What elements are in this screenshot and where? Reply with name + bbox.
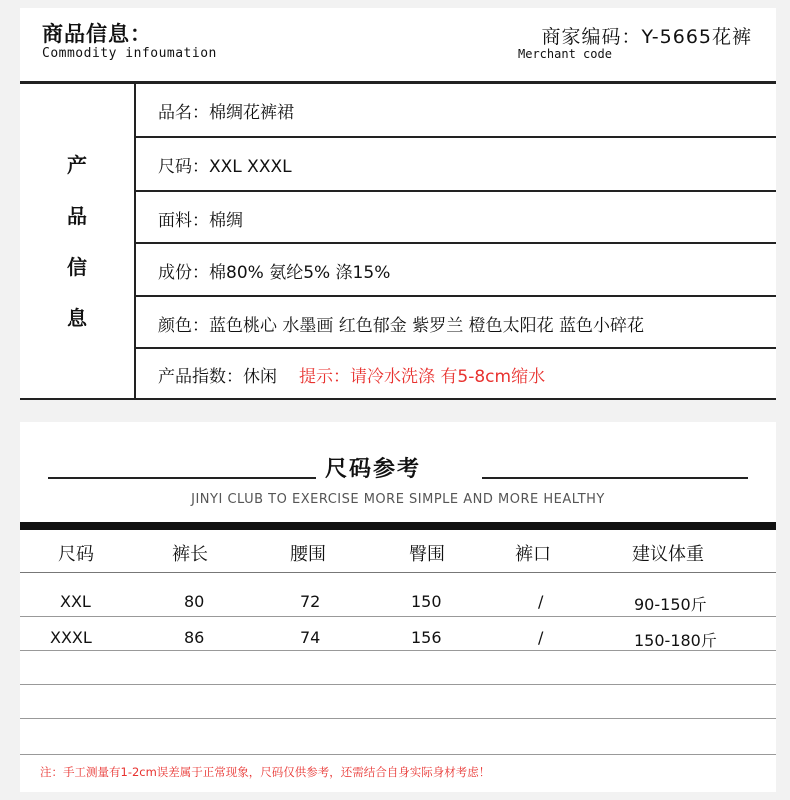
col-header-hem: 裤口 [515, 544, 551, 565]
table-row-line [20, 754, 776, 755]
table-top-bar [20, 522, 776, 530]
info-title: 商品信息： [42, 22, 152, 46]
side-char: 信 [67, 255, 87, 279]
measurement-note: 注：手工测量有1-2cm误差属于正常现象，尺码仅供参考，还需结合自身实际身材考虑！ [40, 765, 491, 779]
side-label [20, 84, 134, 400]
merchant-code-subtitle: Merchant code [518, 47, 612, 61]
col-header-size: 尺码 [58, 544, 94, 565]
side-char: 品 [67, 204, 87, 228]
table-row-line [20, 650, 776, 651]
table-cell: / [538, 592, 544, 611]
table-cell: 86 [184, 628, 205, 647]
table-cell: XXL [60, 592, 91, 611]
merchant-code: 商家编码：Y-5665花裤 [541, 26, 752, 48]
size-chart-card [20, 422, 776, 792]
col-header-length: 裤长 [172, 544, 208, 565]
col-header-weight: 建议体重 [632, 544, 704, 565]
title-rule-right [482, 477, 748, 479]
size-chart-title: 尺码参考 [325, 457, 422, 482]
info-row-colors: 颜色：蓝色桃心 水墨画 红色郁金 紫罗兰 橙色太阳花 蓝色小碎花 [158, 315, 645, 336]
col-header-waist: 腰围 [290, 544, 326, 565]
side-char: 产 [67, 153, 87, 177]
table-cell: 150-180斤 [634, 631, 717, 650]
info-row-composition: 成份：棉80% 氨纶5% 涤15% [158, 262, 391, 283]
table-row-line [20, 616, 776, 617]
title-rule-left [48, 477, 316, 479]
table-cell: 150 [411, 592, 442, 611]
col-header-hip: 臀围 [409, 544, 445, 565]
table-cell: 74 [300, 628, 321, 647]
table-cell: 156 [411, 628, 442, 647]
info-row-index [136, 348, 776, 400]
table-cell: 90-150斤 [634, 595, 707, 614]
table-cell: / [538, 628, 544, 647]
info-row-name: 品名：棉绸花裤裙 [158, 102, 294, 123]
info-subtitle: Commodity infoumation [42, 46, 217, 61]
side-char: 息 [67, 306, 87, 330]
bottom-divider [20, 398, 776, 400]
table-header-line [20, 572, 776, 573]
table-cell: XXXL [50, 628, 92, 647]
index-label: 产品指数：休闲 [158, 366, 277, 387]
info-row-size: 尺码：XXL XXXL [158, 156, 292, 177]
table-cell: 80 [184, 592, 205, 611]
size-chart-subtitle: JINYI CLUB TO EXERCISE MORE SIMPLE AND MORE HEALTHY [191, 492, 605, 507]
info-row-fabric: 面料：棉绸 [158, 210, 243, 231]
product-info-card [20, 8, 776, 400]
table-row-line [20, 718, 776, 719]
table-cell: 72 [300, 592, 321, 611]
wash-tip: 提示：请冷水洗涤 有5-8cm缩水 [299, 366, 546, 387]
table-row-line [20, 684, 776, 685]
